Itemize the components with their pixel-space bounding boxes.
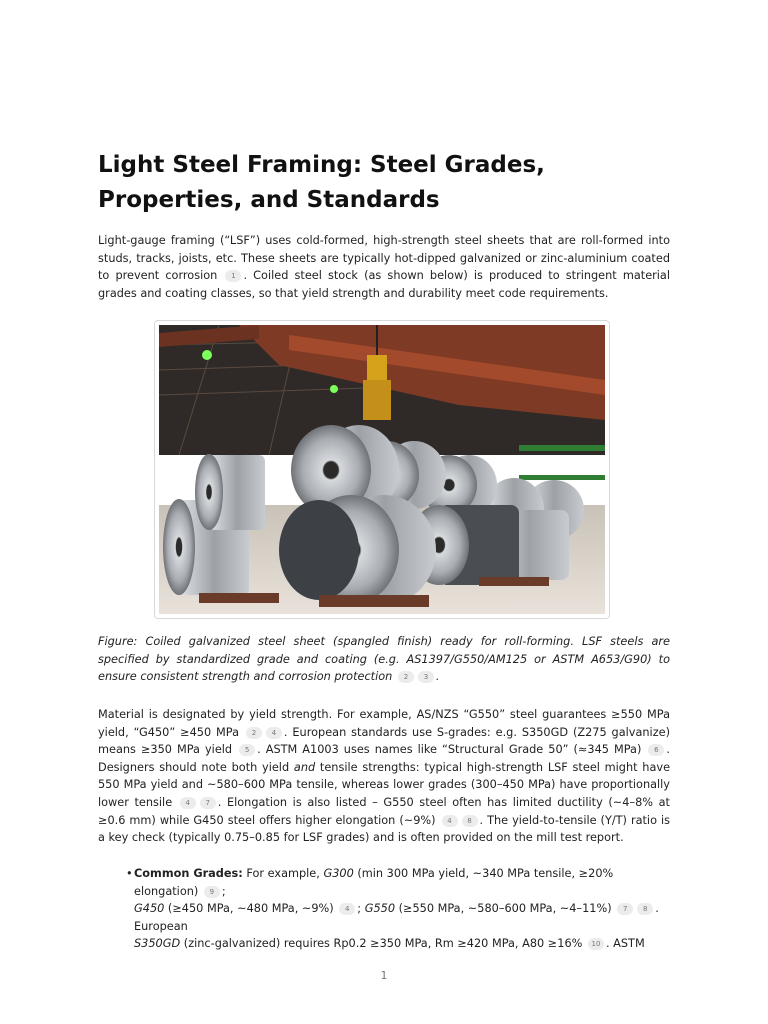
citation-badge[interactable]: 3: [418, 671, 434, 683]
list-text: ;: [221, 884, 226, 898]
citation-badge[interactable]: 8: [637, 903, 653, 915]
body-text: . The yield-to-tensile (Y/T) ratio is a key check (typically 0.75–0.85 for LSF grades) and is often provided on the mill test report.: [98, 813, 670, 845]
citation-badge[interactable]: 9: [204, 886, 220, 898]
caption-text: .: [435, 670, 440, 684]
list-text: (min 300 MPa yield, ~340 MPa tensile, ≥20% elongation): [134, 867, 614, 898]
citation-badge[interactable]: 5: [239, 744, 255, 756]
intro-text: Light-gauge framing (“LSF”) uses cold-formed, high-strength steel sheets that are roll-formed into studs, tracks, joists, etc. These sheets are typically hot-dipped galvanized or zinc-aluminium coated to prevent corrosion: [98, 234, 670, 283]
page-title: Light Steel Framing: Steel Grades, Properties, and Standards: [98, 152, 545, 213]
list-text: . European: [134, 902, 659, 933]
body-text: . European standards use S-grades: e.g. S350GD (Z275 galvanize) means ≥350 MPa yield: [98, 725, 670, 757]
list-item: [126, 865, 674, 953]
body-paragraph: [98, 706, 670, 847]
steel-coil-warehouse-image: [159, 325, 605, 614]
list-text: (≥550 MPa, ~580–600 MPa, ~4–11%): [398, 902, 612, 916]
list-text: ;: [357, 902, 362, 916]
list-text: . ASTM: [605, 937, 645, 951]
citation-badge[interactable]: 1: [225, 270, 241, 282]
body-text: Material is designated by yield strength. For example, AS/NZS “G550” steel guarantees ≥550 MPa yield, “G450” ≥450 MPa: [98, 708, 670, 739]
intro-text: . Coiled steel stock (as shown below) is produced to stringent material grades and coating classes, so that yield strength and durability meet code requirements.: [98, 269, 670, 300]
body-text: . ASTM A1003 uses names like “Structural Grade 50” (≈345 MPa): [257, 743, 642, 757]
list-item-label: Common Grades:: [134, 867, 243, 880]
citation-badge[interactable]: 6: [648, 744, 664, 756]
page-number: 1: [380, 969, 388, 982]
emphasis-text: and: [293, 760, 316, 774]
citation-badge[interactable]: 2: [246, 727, 262, 739]
list-text: (zinc-galvanized) requires Rp0.2 ≥350 MPa, Rm ≥420 MPa, A80 ≥16%: [183, 937, 583, 951]
list-text: (≥450 MPa, ~480 MPa, ~9%): [167, 902, 334, 916]
grade-name: G550: [364, 902, 396, 916]
citation-badge[interactable]: 8: [462, 815, 478, 827]
citation-badge[interactable]: 7: [617, 903, 633, 915]
grade-name: S350GD: [134, 937, 181, 951]
grades-list: [126, 865, 674, 953]
citation-badge[interactable]: 2: [398, 671, 414, 683]
figure-caption: [98, 633, 670, 686]
citation-badge[interactable]: 4: [180, 797, 196, 809]
grade-name: G300: [323, 867, 354, 880]
citation-badge[interactable]: 4: [442, 815, 458, 827]
grade-name: G450: [134, 902, 165, 916]
body-text: . Designers should note both yield: [98, 743, 670, 774]
citation-badge[interactable]: 4: [339, 903, 355, 915]
citation-badge[interactable]: 4: [266, 727, 282, 739]
figure-image: [154, 320, 610, 619]
citation-badge[interactable]: 10: [588, 938, 604, 950]
caption-text: Figure: Coiled galvanized steel sheet (spangled finish) ready for roll-forming. LSF steels are specified by standardized grade and coating (e.g. AS1397/G550/AM125 or ASTM A653/G90) to ensure consistent strength and corrosion protection: [98, 635, 670, 684]
body-text: . Elongation is also listed – G550 steel often has limited ductility (~4–8% at ≥0.6 mm) while G450 steel offers higher elongation (~9%): [98, 795, 670, 827]
intro-paragraph: [98, 232, 670, 302]
body-text: tensile strengths: typical high-strength LSF steel might have 550 MPa yield and ~580–600 MPa tensile, whereas lower grades (300–450 MPa) have proportionally lower tensile: [98, 760, 671, 809]
citation-badge[interactable]: 7: [200, 797, 216, 809]
list-text: For example,: [246, 867, 320, 880]
bullet-glyph: •: [126, 867, 133, 880]
